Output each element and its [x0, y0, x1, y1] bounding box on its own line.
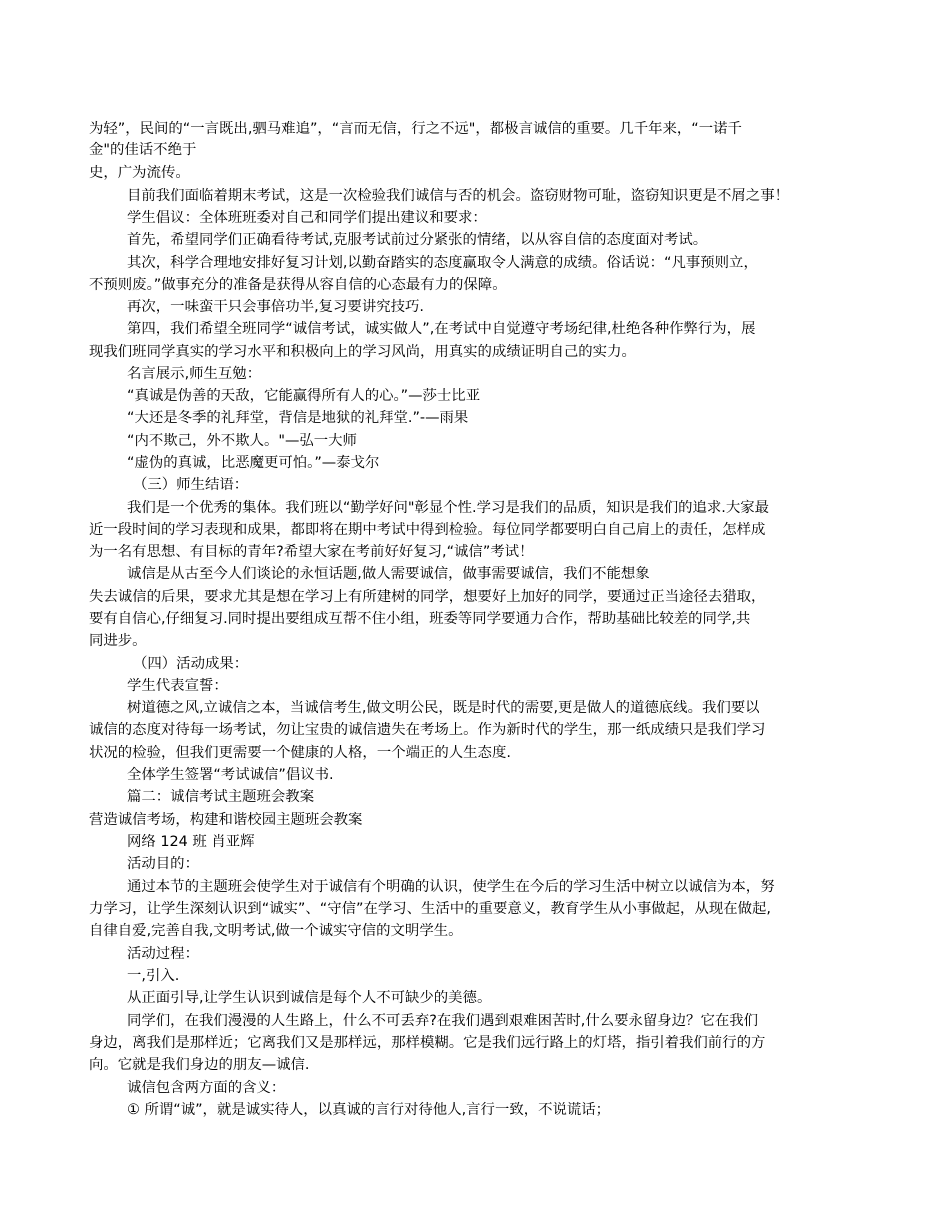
text-line: 失去诚信的后果，要求尤其是想在学习上有所建树的同学，想要好上加好的同学，要通过正当途径去猎取，	[89, 589, 766, 605]
section-heading: 篇二：诚信考试主题班会教案	[127, 789, 315, 805]
text-line: 力学习，让学生深刻认识到“诚实”、“守信”在学习、生活中的重要意义，教育学生从小事做起，从现在做起,	[89, 901, 771, 917]
text-line: 状况的检验，但我们更需要一个健康的人格，一个端正的人生态度.	[89, 745, 511, 761]
text-line: 第四，我们希望全班同学“诚信考试，诚实做人”,在考试中自觉遵守考场纪律,杜绝各种作弊行为，展	[127, 321, 756, 337]
text-line: 树道德之风,立诚信之本，当诚信考生,做文明公民，既是时代的需要,更是做人的道德底线。我们要以	[127, 700, 760, 716]
text-line: “大还是冬季的礼拜堂，背信是地狱的礼拜堂.”-—雨果	[127, 410, 469, 426]
text-line: 再次，一味蛮干只会事倍功半,复习要讲究技巧.	[127, 299, 424, 315]
text-line: 学生代表宣誓：	[127, 678, 228, 694]
author-line: 网络 124 班 肖亚辉	[127, 834, 255, 850]
text-line: 学生倡议：全体班班委对自己和同学们提出建议和要求：	[127, 210, 487, 226]
text-line: 通过本节的主题班会使学生对于诚信有个明确的认识，使学生在今后的学习生活中树立以诚信为本，努	[127, 879, 775, 895]
text-line: 史，广为流传。	[89, 165, 190, 181]
text-line: 自律自爱,完善自我,文明考试,做一个诚实守信的文明学生。	[89, 923, 463, 939]
text-line: “虚伪的真诚，比恶魔更可怕。”—泰戈尔	[127, 455, 380, 471]
text-line: 为轻”，民间的“一言既出,驷马难追”，“言而无信，行之不远"，都极言诚信的重要。几千年来，“一诺千	[89, 121, 742, 137]
text-line: 现我们班同学真实的学习水平和积极向上的学习风尚，用真实的成绩证明自己的实力。	[89, 344, 636, 360]
text-line: 全体学生签署“考试诚信”倡议书.	[127, 767, 334, 783]
text-line: 我们是一个优秀的集体。我们班以“勤学好问"彰显个性.学习是我们的品质，知识是我们的追求.大家最	[127, 500, 770, 516]
text-line: 身边，离我们是那样近；它离我们又是那样远，那样模糊。它是我们远行路上的灯塔，指引着我们前行的方	[89, 1035, 766, 1051]
text-line: 其次，科学合理地安排好复习计划,以勤奋踏实的态度赢取令人满意的成绩。俗话说：“凡事预则立，	[127, 255, 758, 271]
text-line: 为一名有思想、有目标的青年?希望大家在考前好好复习,“诚信”考试！	[89, 544, 534, 560]
text-line: 诚信是从古至今人们谈论的永恒话题,做人需要诚信，做事需要诚信，我们不能想象	[127, 566, 650, 582]
text-line: 同学们，在我们漫漫的人生路上，什么不可丢弃?在我们遇到艰难困苦时,什么要永留身边？它在我们	[127, 1013, 759, 1029]
text-line: 同进步。	[89, 633, 147, 649]
section-heading: （四）活动成果：	[133, 656, 249, 672]
text-line: 活动目的：	[127, 856, 199, 872]
document-title: 营造诚信考场，构建和谐校园主题班会教案	[89, 812, 363, 828]
text-line: “内不欺己，外不欺人。"—弘一大师	[127, 433, 357, 449]
text-line: 不预则废。”做事充分的准备是获得从容自信的心态最有力的保障。	[89, 277, 507, 293]
text-line: 目前我们面临着期末考试，这是一次检验我们诚信与否的机会。盗窃财物可耻，盗窃知识更是不屑之事！	[127, 188, 789, 204]
text-line: 从正面引导,让学生认识到诚信是每个人不可缺少的美德。	[127, 990, 492, 1006]
text-line: 要有自信心,仔细复习.同时提出要组成互帮不住小组，班委等同学要通力合作，帮助基础比较差的同学,共	[89, 611, 751, 627]
text-line: 向。它就是我们身边的朋友—诚信.	[89, 1057, 310, 1073]
text-line: 近一段时间的学习表现和成果，都即将在期中考试中得到检验。每位同学都要明白自己肩上的责任，怎样成	[89, 522, 766, 538]
text-line: 金"的佳话不绝于	[89, 142, 197, 158]
text-line: 名言展示,师生互勉：	[127, 366, 262, 382]
text-line: “真诚是伪善的天敌，它能赢得所有人的心。”—莎士比亚	[127, 388, 481, 404]
text-line: ① 所谓“诚”，就是诚实待人，以真诚的言行对待他人,言行一致，不说谎话；	[127, 1102, 611, 1118]
text-line: 诚信的态度对待每一场考试，勿让宝贵的诚信遗失在考场上。作为新时代的学生，那一纸成绩只是我们学习	[89, 722, 766, 738]
text-line: 诚信包含两方面的含义：	[127, 1080, 286, 1096]
text-line: 一,引入.	[127, 968, 180, 984]
text-line: 活动过程：	[127, 946, 199, 962]
section-heading: （三）师生结语：	[133, 477, 249, 493]
text-line: 首先，希望同学们正确看待考试,克服考试前过分紧张的情绪，以从容自信的态度面对考试。	[127, 232, 708, 248]
